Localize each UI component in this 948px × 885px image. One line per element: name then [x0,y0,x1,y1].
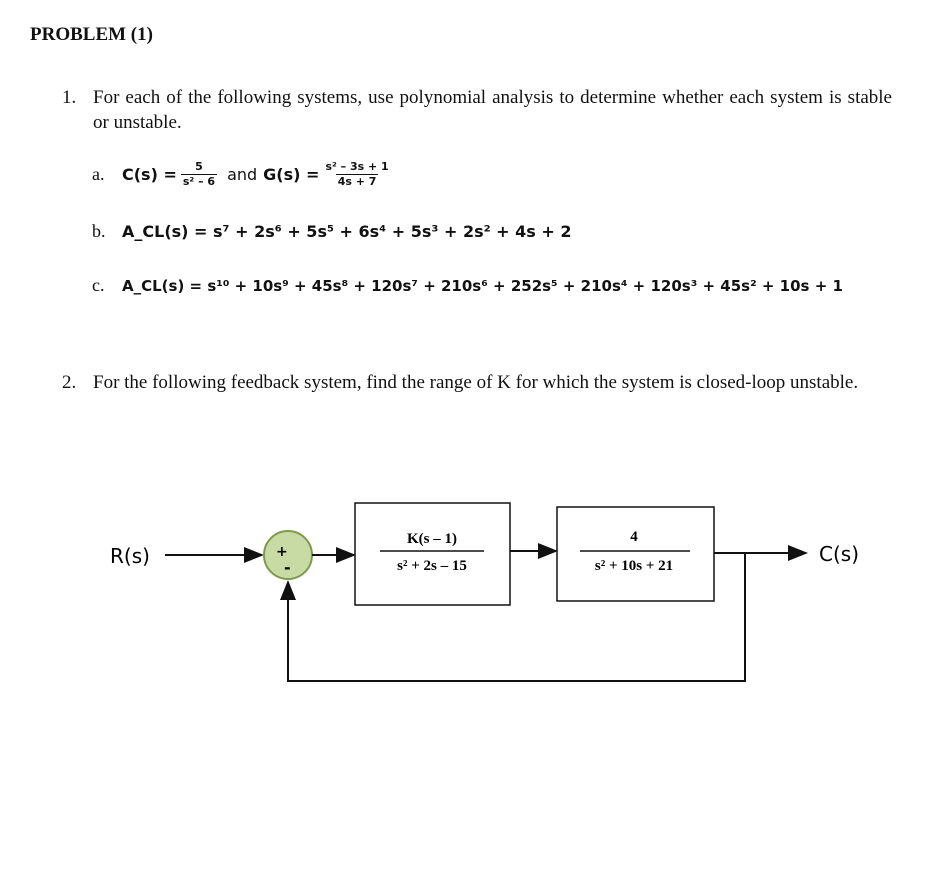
block1-numerator: K(s – 1) [407,531,457,547]
plant-block [557,507,714,601]
summer-minus-sign: - [284,558,291,577]
block1-denominator: s² + 2s – 15 [397,558,467,574]
and-word: and [227,165,258,184]
item-a-label: a. [92,164,105,184]
output-label: C(s) [819,542,859,566]
g-of-s-denominator: 4s + 7 [337,175,377,188]
c-of-s-numerator: 5 [195,160,203,173]
input-label: R(s) [110,544,150,568]
question-1-number: 1. [62,87,77,108]
problem-title: PROBLEM (1) [30,24,153,45]
c-of-s-lhs: C(s) = [122,165,177,184]
item-c-label: c. [92,275,105,295]
summer-plus-sign: + [276,544,288,560]
question-2-number: 2. [62,372,77,393]
g-of-s-lhs: G(s) = [263,165,320,184]
question-2-text: For the following feedback system, find the range of K for which the system is closed-loop unstable. [93,372,859,393]
block2-denominator: s² + 10s + 21 [594,558,674,574]
item-c-polynomial: A_CL(s) = s¹⁰ + 10s⁹ + 45s⁸ + 120s⁷ + 210s⁶ + 252s⁵ + 210s⁴ + 120s³ + 45s² + 10s + 1 [122,276,843,295]
question-1-text: For each of the following systems, use polynomial analysis to determine whether each system is stable or unstable. [93,87,892,133]
item-b-polynomial: A_CL(s) = s⁷ + 2s⁶ + 5s⁵ + 6s⁴ + 5s³ + 2s² + 4s + 2 [122,222,572,241]
g-of-s-numerator: s² – 3s + 1 [325,160,389,173]
controller-block [355,503,510,605]
item-b-label: b. [92,221,106,241]
block2-numerator: 4 [630,529,638,545]
c-of-s-denominator: s² – 6 [182,175,216,188]
